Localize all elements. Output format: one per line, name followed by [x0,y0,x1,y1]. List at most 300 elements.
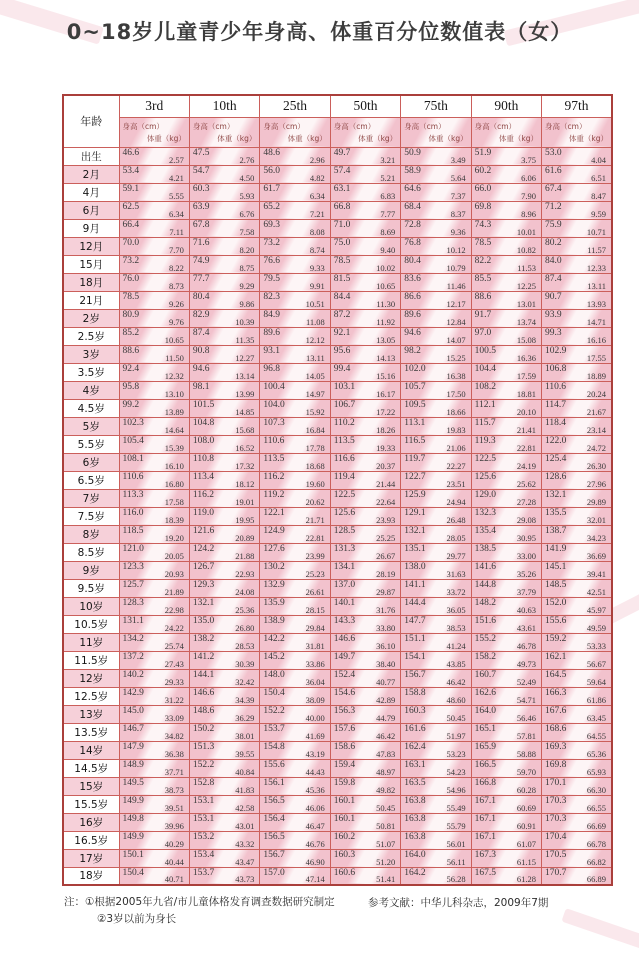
weight-value: 20.93 [164,568,184,579]
height-value: 146.6 [333,633,356,644]
height-value: 101.5 [192,399,215,410]
weight-value: 40.84 [235,766,255,777]
weight-value: 21.41 [516,424,537,435]
weight-value: 10.71 [586,226,606,237]
weight-value: 4.21 [169,172,184,183]
height-value: 157.6 [333,723,356,734]
height-weight-cell [189,345,259,363]
height-weight-cell [330,273,400,291]
height-weight-cell [542,741,612,759]
height-value: 79.5 [263,273,280,284]
height-weight-cell [401,309,471,327]
height-value: 97.0 [474,327,492,338]
height-value: 93.9 [545,309,562,320]
height-value: 151.3 [192,741,215,752]
height-value: 104.4 [474,363,496,374]
weight-value: 10.79 [446,262,466,273]
height-value: 167.5 [474,867,496,878]
weight-value: 13.89 [164,406,184,417]
weight-value: 8.96 [521,208,537,219]
height-value: 56.0 [263,165,280,176]
height-value: 155.6 [545,615,567,626]
weight-value: 13.14 [235,370,255,381]
table-row [63,291,612,309]
height-value: 129.3 [192,579,215,590]
height-value: 122.5 [333,489,356,500]
height-value: 153.4 [192,849,215,860]
height-value: 145.2 [263,651,285,662]
weight-value: 9.86 [239,298,255,309]
weight-value: 20.62 [305,496,325,507]
height-weight-cell [330,327,400,345]
weight-value: 43.47 [235,856,255,867]
weight-value: 14.13 [376,352,396,363]
height-weight-cell [542,291,612,309]
weight-value: 11.08 [305,316,325,327]
height-weight-cell [330,849,400,867]
weight-value: 9.59 [591,208,606,219]
weight-value: 24.22 [164,622,184,633]
weight-value: 28.19 [376,568,396,579]
table-row [63,435,612,453]
height-value: 154.1 [404,651,426,662]
height-value: 162.4 [404,741,426,752]
height-weight-cell [542,795,612,813]
weight-value: 16.80 [164,478,184,489]
height-value: 142.9 [122,687,144,698]
height-weight-cell [401,507,471,525]
height-value: 155.6 [263,759,285,770]
weight-value: 5.64 [450,172,466,183]
height-weight-cell [189,381,259,399]
height-value: 148.6 [192,705,215,716]
weight-value: 4.04 [591,154,606,165]
height-value: 112.1 [474,399,496,410]
height-weight-cell [189,579,259,597]
height-weight-cell [189,687,259,705]
weight-value: 2.96 [309,154,325,165]
height-value: 169.3 [545,741,567,752]
age-cell: 11岁 [63,633,119,651]
height-weight-cell [401,759,471,777]
height-weight-cell [119,201,189,219]
height-value: 119.2 [263,489,285,500]
height-weight-cell [330,291,400,309]
weight-value: 54.23 [446,766,466,777]
weight-value: 38.73 [164,784,184,795]
weight-value: 8.20 [239,244,255,255]
height-weight-cell [119,705,189,723]
weight-value: 17.78 [305,442,325,453]
height-value: 66.0 [474,183,492,194]
height-weight-cell [260,435,330,453]
weight-value: 9.33 [309,262,325,273]
height-value: 152.8 [192,777,215,788]
weight-value: 43.01 [235,820,255,831]
weight-value: 4.50 [239,172,255,183]
weight-unit-label: 体重（kg） [217,133,257,143]
height-value: 144.1 [192,669,215,680]
height-weight-cell [471,669,541,687]
percentile-header-25th: 25th [260,95,330,117]
height-value: 87.4 [192,327,210,338]
footnote-line-1: 注：①根据2005年九省/市儿童体格发育调查数据研究制定 [64,896,335,908]
height-weight-cell [119,633,189,651]
height-weight-cell [189,813,259,831]
age-cell: 14.5岁 [63,759,119,777]
height-weight-cell [471,435,541,453]
height-value: 80.9 [122,309,140,320]
height-weight-cell [542,633,612,651]
height-weight-cell [119,381,189,399]
height-weight-cell [330,255,400,273]
weight-value: 53.23 [446,748,466,759]
height-weight-cell [189,651,259,669]
height-value: 143.3 [333,615,356,626]
weight-value: 61.07 [516,838,537,849]
weight-value: 27.43 [164,658,184,669]
height-weight-cell [401,669,471,687]
height-weight-cell [401,381,471,399]
weight-value: 29.89 [586,496,606,507]
weight-value: 23.51 [446,478,466,489]
height-weight-cell [260,849,330,867]
height-value: 121.6 [192,525,215,536]
height-value: 170.1 [545,777,567,788]
height-weight-cell [401,165,471,183]
height-value: 90.7 [545,291,562,302]
height-value: 170.3 [545,795,567,806]
height-weight-cell [260,183,330,201]
height-value: 98.1 [192,381,210,392]
height-weight-cell [119,507,189,525]
weight-value: 7.11 [169,226,184,237]
height-weight-cell [119,741,189,759]
weight-value: 23.99 [305,550,325,561]
height-value: 108.2 [474,381,496,392]
weight-value: 33.00 [516,550,537,561]
height-weight-cell [401,399,471,417]
table-row [63,579,612,597]
weight-unit-label: 体重（kg） [428,133,468,143]
weight-value: 11.50 [165,352,184,363]
height-value: 119.7 [404,453,426,464]
height-weight-cell [471,165,541,183]
weight-value: 3.49 [450,154,466,165]
height-weight-cell [189,453,259,471]
height-weight-cell [330,615,400,633]
height-value: 142.2 [263,633,285,644]
table-row [63,273,612,291]
height-value: 164.2 [404,867,426,878]
weight-value: 16.84 [305,424,325,435]
height-value: 147.9 [122,741,144,752]
height-weight-cell [401,597,471,615]
weight-value: 11.57 [587,244,606,255]
weight-value: 8.74 [309,244,325,255]
height-weight-cell [471,777,541,795]
height-value: 122.7 [404,471,426,482]
weight-value: 38.09 [305,694,325,705]
weight-value: 34.39 [235,694,255,705]
height-value: 93.1 [263,345,280,356]
weight-value: 43.32 [235,838,255,849]
weight-value: 6.51 [591,172,606,183]
height-value: 149.7 [333,651,356,662]
weight-value: 22.81 [305,532,325,543]
height-value: 74.9 [192,255,210,266]
height-weight-cell [260,543,330,561]
height-weight-cell [401,435,471,453]
weight-value: 51.41 [376,874,396,884]
height-weight-cell [189,507,259,525]
height-value: 60.2 [474,165,492,176]
height-value: 128.6 [545,471,567,482]
weight-value: 65.36 [586,748,606,759]
height-weight-cell [119,615,189,633]
weight-value: 48.60 [446,694,466,705]
weight-value: 12.33 [586,262,606,273]
height-value: 77.7 [192,273,210,284]
weight-value: 24.08 [235,586,255,597]
weight-value: 17.22 [376,406,396,417]
height-value: 152.2 [263,705,285,716]
weight-value: 26.67 [376,550,396,561]
weight-value: 58.88 [516,748,537,759]
height-weight-cell [330,759,400,777]
percentile-header-75th: 75th [401,95,471,117]
weight-value: 37.79 [516,586,537,597]
height-value: 113.4 [192,471,214,482]
height-weight-cell [542,417,612,435]
table-row [63,201,612,219]
weight-value: 18.39 [164,514,184,525]
height-weight-cell [119,651,189,669]
height-value: 170.5 [545,849,567,860]
weight-value: 10.82 [516,244,537,255]
weight-value: 18.89 [586,370,606,381]
height-value: 108.0 [192,435,215,446]
height-value: 86.6 [404,291,421,302]
weight-value: 18.12 [235,478,255,489]
height-weight-cell [119,849,189,867]
height-value: 126.7 [192,561,215,572]
table-row [63,489,612,507]
height-weight-cell [330,435,400,453]
height-weight-cell [471,525,541,543]
weight-value: 26.30 [586,460,606,471]
height-weight-cell [260,723,330,741]
height-value: 164.0 [474,705,496,716]
table-row [63,723,612,741]
height-value: 116.6 [333,453,355,464]
height-unit-label: 身高（cm） [263,121,305,131]
height-value: 49.7 [333,147,351,158]
height-value: 140.1 [333,597,356,608]
height-weight-cell [542,327,612,345]
height-value: 110.6 [545,381,567,392]
height-weight-cell [542,705,612,723]
height-weight-cell [471,579,541,597]
height-value: 141.6 [474,561,496,572]
height-weight-cell [542,687,612,705]
weight-value: 48.97 [376,766,396,777]
height-weight-cell [471,831,541,849]
height-weight-cell [330,525,400,543]
height-weight-cell [471,795,541,813]
height-weight-cell [471,309,541,327]
height-weight-cell [471,651,541,669]
height-value: 167.1 [474,795,496,806]
weight-value: 20.24 [586,388,606,399]
height-value: 51.9 [474,147,492,158]
age-cell: 15.5岁 [63,795,119,813]
table-row [63,399,612,417]
height-weight-cell [542,579,612,597]
table-body [63,147,612,885]
weight-value: 20.37 [376,460,396,471]
percentile-header-50th: 50th [330,95,400,117]
height-value: 138.5 [474,543,496,554]
height-value: 114.7 [545,399,567,410]
height-weight-cell [260,453,330,471]
height-weight-cell [401,273,471,291]
weight-value: 33.72 [446,586,466,597]
height-weight-cell [260,759,330,777]
height-value: 83.6 [404,273,421,284]
height-value: 85.2 [122,327,140,338]
height-weight-cell [189,705,259,723]
weight-value: 32.42 [235,676,255,687]
height-weight-cell [119,273,189,291]
table-row [63,705,612,723]
table-row [63,417,612,435]
height-value: 134.1 [333,561,356,572]
height-value: 125.4 [545,453,567,464]
age-cell: 5.5岁 [63,435,119,453]
age-cell: 14岁 [63,741,119,759]
height-value: 104.8 [192,417,215,428]
height-value: 78.5 [474,237,492,248]
weight-value: 43.61 [516,622,537,633]
height-weight-cell [189,849,259,867]
weight-value: 25.74 [164,640,184,651]
height-value: 84.0 [545,255,562,266]
height-value: 54.7 [192,165,210,176]
weight-value: 39.55 [235,748,255,759]
height-value: 71.6 [192,237,210,248]
weight-value: 31.81 [305,640,325,651]
height-weight-cell [260,165,330,183]
height-value: 145.1 [545,561,567,572]
table-row [63,867,612,885]
height-value: 156.3 [333,705,356,716]
height-value: 67.4 [545,183,562,194]
height-value: 125.6 [474,471,496,482]
weight-value: 39.51 [164,802,184,813]
height-weight-cell [471,273,541,291]
age-cell: 6岁 [63,453,119,471]
height-weight-cell [542,219,612,237]
height-value: 94.6 [404,327,421,338]
weight-value: 12.17 [446,298,466,309]
weight-value: 10.65 [376,280,396,291]
height-value: 99.4 [333,363,351,374]
weight-value: 13.93 [586,298,606,309]
height-weight-cell [119,237,189,255]
weight-value: 16.52 [235,442,255,453]
height-value: 144.4 [404,597,426,608]
weight-value: 25.62 [516,478,537,489]
weight-value: 15.16 [376,370,396,381]
height-unit-label: 身高（cm） [192,121,235,131]
age-cell: 12岁 [63,669,119,687]
height-value: 167.1 [474,813,496,824]
height-weight-cell [119,471,189,489]
height-value: 95.6 [333,345,351,356]
weight-value: 28.15 [305,604,325,615]
height-weight-cell [542,867,612,885]
table-row [63,561,612,579]
height-value: 162.1 [545,651,567,662]
height-value: 89.6 [404,309,421,320]
height-value: 163.8 [404,813,426,824]
table-row [63,615,612,633]
weight-value: 18.81 [516,388,537,399]
height-weight-cell [260,291,330,309]
height-weight-cell [471,741,541,759]
height-value: 148.5 [545,579,567,590]
height-value: 148.0 [263,669,285,680]
height-weight-cell [260,597,330,615]
height-weight-cell [471,705,541,723]
height-value: 67.8 [192,219,210,230]
height-weight-cell [401,813,471,831]
weight-value: 56.11 [446,856,466,867]
weight-value: 4.82 [309,172,325,183]
age-cell: 5岁 [63,417,119,435]
height-weight-cell [119,597,189,615]
height-weight-cell [471,507,541,525]
height-unit-label: 身高（cm） [333,121,376,131]
height-value: 138.0 [404,561,426,572]
weight-value: 20.89 [235,532,255,543]
height-weight-cell [260,381,330,399]
weight-value: 18.66 [446,406,466,417]
height-weight-cell [401,561,471,579]
height-value: 163.8 [404,795,426,806]
height-weight-cell [330,183,400,201]
weight-value: 5.93 [239,190,255,201]
height-weight-cell [471,759,541,777]
height-weight-cell [189,615,259,633]
weight-value: 65.93 [586,766,606,777]
height-value: 146.7 [122,723,144,734]
age-cell: 6.5岁 [63,471,119,489]
weight-value: 38.01 [235,730,255,741]
weight-value: 60.28 [516,784,537,795]
weight-value: 14.05 [305,370,325,381]
weight-value: 27.28 [516,496,537,507]
height-weight-cell [330,795,400,813]
growth-table-container [62,94,613,886]
weight-value: 42.51 [586,586,606,597]
height-value: 69.8 [474,201,492,212]
height-weight-cell [542,471,612,489]
weight-value: 41.83 [235,784,255,795]
height-weight-cell [330,345,400,363]
height-value: 92.4 [122,363,140,374]
